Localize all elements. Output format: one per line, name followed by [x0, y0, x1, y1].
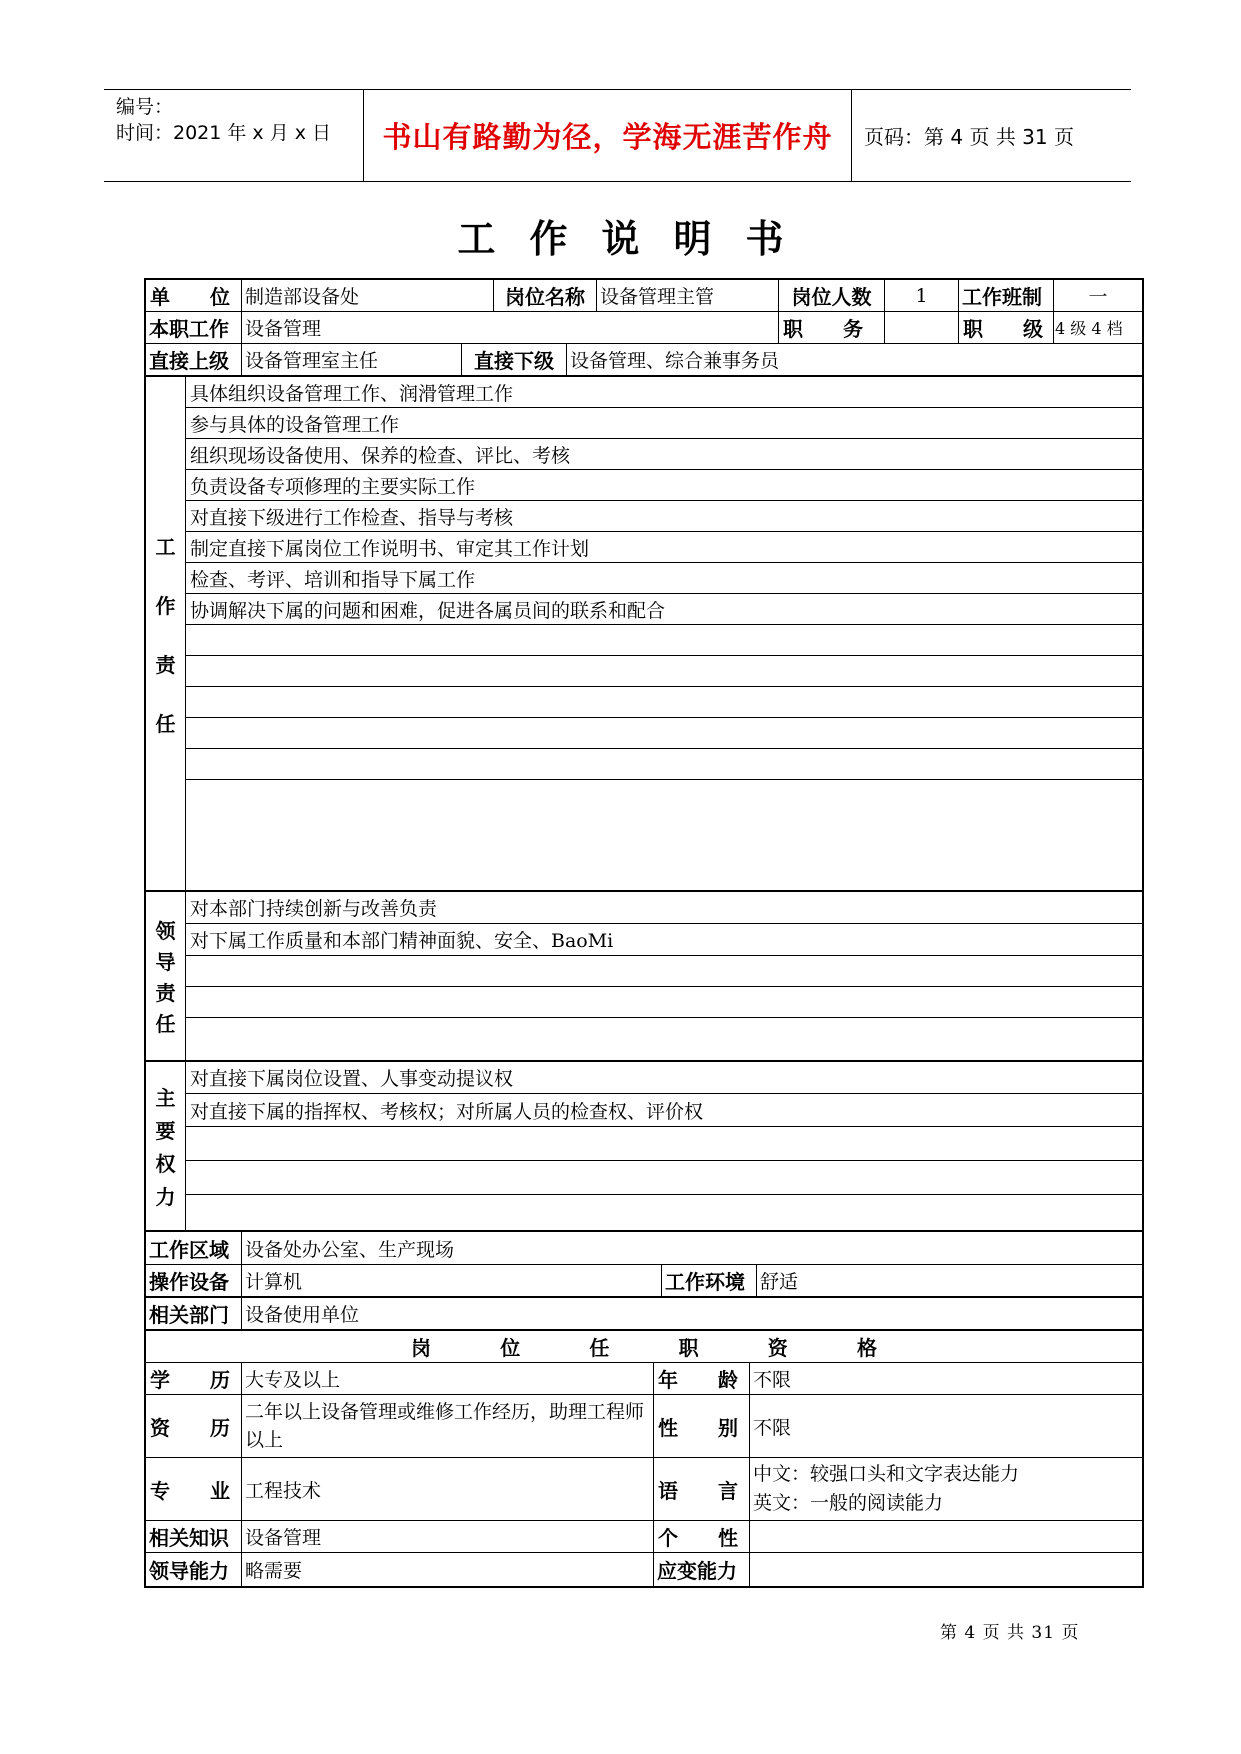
leadership-item	[186, 956, 1142, 987]
authority-label-char: 主	[155, 1086, 176, 1110]
qualification-header-char: 格	[856, 1336, 877, 1360]
position-value	[885, 312, 959, 344]
environment-label: 工作环境	[662, 1265, 757, 1298]
unit-label: 单 位	[146, 280, 242, 312]
authority-item: 对直接下属岗位设置、人事变动提议权	[186, 1062, 1142, 1094]
duties-label	[146, 377, 186, 892]
authority-label-char: 力	[155, 1185, 176, 1209]
duty-item	[186, 780, 1142, 892]
major-label: 专 业	[146, 1458, 242, 1521]
number-label: 编号：	[116, 96, 174, 118]
job-value: 设备管理	[242, 312, 779, 344]
authority-item: 对直接下属的指挥权、考核权；对所属人员的检查权、评价权	[186, 1094, 1142, 1127]
duty-item	[186, 749, 1142, 780]
duties-label-char: 责	[155, 652, 176, 677]
duties-label-char: 任	[155, 711, 176, 736]
duty-item	[186, 656, 1142, 687]
page-code: 页码：第 4 页 共 31 页	[864, 125, 1074, 149]
qualification-header-char: 任	[589, 1336, 610, 1360]
duty-item: 协调解决下属的问题和困难，促进各属员间的联系和配合	[186, 594, 1142, 625]
duty-item: 检查、考评、培训和指导下属工作	[186, 563, 1142, 594]
shift-label: 工作班制	[959, 280, 1054, 312]
duties-label-char: 作	[155, 593, 176, 618]
qualification-header	[146, 1331, 1142, 1363]
related-dept-label: 相关部门	[146, 1298, 242, 1331]
duty-item	[186, 687, 1142, 718]
grade-value: 4 级 4 档	[1054, 312, 1142, 344]
duty-item	[186, 718, 1142, 749]
time-label: 时间：2021 年 x 月 x 日	[116, 122, 332, 144]
post-name-label: 岗位名称	[494, 280, 597, 312]
superior-label: 直接上级	[146, 344, 242, 377]
job-description-form	[144, 278, 1144, 1588]
duty-item: 组织现场设备使用、保养的检查、评比、考核	[186, 439, 1142, 470]
equipment-label: 操作设备	[146, 1265, 242, 1298]
language-label: 语 言	[654, 1458, 750, 1521]
personality-label: 个 性	[654, 1521, 750, 1553]
language-cn: 中文：较强口头和文字表达能力	[753, 1463, 1020, 1485]
leadership-label-char: 责	[155, 981, 176, 1005]
header-meta	[104, 90, 364, 181]
leadership-item: 对本部门持续创新与改善负责	[186, 892, 1142, 924]
position-label: 职 务	[779, 312, 885, 344]
leadership-item	[186, 987, 1142, 1018]
major-value: 工程技术	[242, 1458, 654, 1521]
unit-value: 制造部设备处	[242, 280, 494, 312]
authority-item	[186, 1161, 1142, 1195]
leadership-label-char: 导	[155, 950, 176, 974]
education-label: 学 历	[146, 1363, 242, 1395]
gender-label: 性 别	[654, 1395, 750, 1458]
qualification-header-char: 资	[767, 1336, 788, 1360]
leadership-ability-value: 略需要	[242, 1553, 654, 1586]
grade-label: 职 级	[959, 312, 1054, 344]
education-value: 大专及以上	[242, 1363, 654, 1395]
experience-label: 资 历	[146, 1395, 242, 1458]
page-footer: 第 4 页 共 31 页	[940, 1623, 1080, 1643]
equipment-value: 计算机	[242, 1265, 662, 1298]
authority-label-char: 要	[155, 1119, 176, 1143]
duties-label-char: 工	[155, 534, 176, 559]
headcount-label: 岗位人数	[779, 280, 885, 312]
duty-item: 具体组织设备管理工作、润滑管理工作	[186, 377, 1142, 408]
age-label: 年 龄	[654, 1363, 750, 1395]
subordinate-label: 直接下级	[462, 344, 567, 377]
leadership-item	[186, 1018, 1142, 1062]
authority-label-char: 权	[155, 1152, 176, 1176]
authority-item	[186, 1127, 1142, 1161]
subordinate-value: 设备管理、综合兼事务员	[567, 344, 1142, 377]
personality-value	[750, 1521, 1142, 1553]
knowledge-value: 设备管理	[242, 1521, 654, 1553]
qualification-header-char: 位	[500, 1336, 521, 1360]
duty-item: 制定直接下属岗位工作说明书、审定其工作计划	[186, 532, 1142, 563]
leadership-item: 对下属工作质量和本部门精神面貌、安全、BaoMi	[186, 924, 1142, 956]
environment-value: 舒适	[757, 1265, 1142, 1298]
related-dept-value: 设备使用单位	[242, 1298, 1142, 1331]
post-name-value: 设备管理主管	[597, 280, 779, 312]
work-area-label: 工作区域	[146, 1232, 242, 1265]
leadership-ability-label: 领导能力	[146, 1553, 242, 1586]
age-value: 不限	[750, 1363, 1142, 1395]
gender-value: 不限	[750, 1395, 1142, 1458]
duty-item: 负责设备专项修理的主要实际工作	[186, 470, 1142, 501]
duty-item: 对直接下级进行工作检查、指导与考核	[186, 501, 1142, 532]
authority-item	[186, 1195, 1142, 1232]
knowledge-label: 相关知识	[146, 1521, 242, 1553]
superior-value: 设备管理室主任	[242, 344, 462, 377]
document-header	[104, 89, 1131, 182]
adaptability-label: 应变能力	[654, 1553, 750, 1586]
work-area-value: 设备处办公室、生产现场	[242, 1232, 1142, 1265]
language-value	[750, 1458, 1142, 1521]
duty-item: 参与具体的设备管理工作	[186, 408, 1142, 439]
adaptability-value	[750, 1553, 1142, 1586]
leadership-label-char: 领	[155, 919, 176, 943]
duty-item	[186, 625, 1142, 656]
qualification-header-char: 岗	[411, 1336, 431, 1360]
job-label: 本职工作	[146, 312, 242, 344]
experience-value: 二年以上设备管理或维修工作经历，助理工程师以上	[242, 1395, 654, 1458]
page-title: 工作说明书	[457, 217, 818, 261]
headcount-value: 1	[885, 280, 959, 312]
qualification-header-char: 职	[678, 1336, 699, 1360]
language-en: 英文：一般的阅读能力	[753, 1492, 944, 1514]
leadership-label-char: 任	[155, 1012, 176, 1036]
leadership-label	[146, 892, 186, 1062]
shift-value: 一	[1054, 280, 1142, 312]
motto: 书山有路勤为径，学海无涯苦作舟	[364, 90, 852, 181]
authority-label	[146, 1062, 186, 1232]
